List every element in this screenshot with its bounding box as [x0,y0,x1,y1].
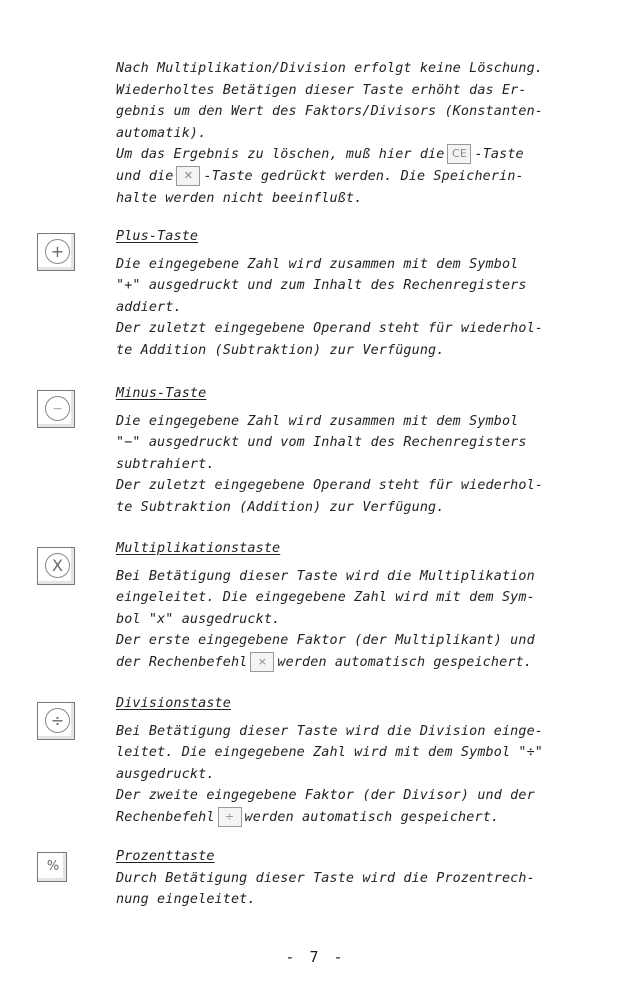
plus-line: "+" ausgedruckt und zum Inhalt des Rechenregisters [116,278,527,294]
divide-line-text: Rechenbefehl [116,809,215,825]
divide-heading: Divisionstaste [116,696,231,711]
multiply-line [116,652,596,674]
intro-line: Wiederholtes Betätigen dieser Taste erhöht das Er- [116,82,527,98]
clear-x-key-icon: ✕ [176,166,200,186]
intro-line-text: Um das Ergebnis zu löschen, muß hier die [116,147,445,163]
plus-line: Die eingegebene Zahl wird zusammen mit dem Symbol [116,256,519,272]
plus-key-icon [37,233,75,271]
divide-line: Der zweite eingegebene Faktor (der Divisor) und der [116,788,535,804]
ce-key-icon: CE [447,144,471,164]
multiply-section [116,538,596,674]
divide-line: ausgedruckt. [116,766,215,782]
multiply-line: Bei Betätigung dieser Taste wird die Multiplikation [116,568,535,584]
multiply-symbol: X [45,553,70,578]
divide-inline-key-icon: ÷ [218,807,242,827]
intro-line: gebnis um den Wert des Faktors/Divisors (Konstanten- [116,104,544,120]
intro-line-text: und die [116,168,174,184]
divide-line: Bei Betätigung dieser Taste wird die Division einge- [116,723,544,739]
intro-line: Nach Multiplikation/Division erfolgt keine Löschung. [116,61,544,76]
page-number: - 7 - [285,948,346,966]
minus-section [116,383,596,519]
minus-line: Der zuletzt eingegebene Operand steht für wiederhol- [116,478,544,494]
minus-heading: Minus-Taste [116,386,207,401]
intro-line: automatik). [116,125,207,141]
multiply-key-icon [37,547,75,585]
multiply-inline-key-icon: × [250,652,274,672]
divide-line: leitet. Die eingegebene Zahl wird mit dem Symbol "÷" [116,745,544,761]
plus-line: te Addition (Subtraktion) zur Verfügung. [116,342,445,358]
minus-line: subtrahiert. [116,456,215,472]
intro-line [116,144,596,166]
intro-line-text: -Taste [474,147,524,163]
multiply-line-text: der Rechenbefehl [116,654,248,670]
percent-section [116,846,596,911]
multiply-line: bol "x" ausgedruckt. [116,611,281,627]
multiply-line: Der erste eingegebene Faktor (der Multiplikant) und [116,633,535,649]
percent-symbol: % [46,858,60,874]
plus-line: Der zuletzt eingegebene Operand steht für wiederhol- [116,321,544,337]
divide-line [116,807,596,829]
divide-key-icon [37,702,75,740]
multiply-line-text: werden automatisch gespeichert. [277,654,532,670]
intro-line-text: -Taste gedrückt werden. Die Speicherin- [203,168,524,184]
divide-line-text: werden automatisch gespeichert. [244,809,500,825]
percent-heading: Prozenttaste [116,849,215,864]
minus-symbol: — [45,396,70,421]
multiply-line: eingeleitet. Die eingegebene Zahl wird mit dem Sym- [116,590,535,606]
plus-section [116,226,596,362]
divide-symbol: ÷ [45,708,70,733]
intro-line: halte werden nicht beeinflußt. [116,190,363,206]
plus-heading: Plus-Taste [116,229,199,244]
minus-line: "−" ausgedruckt und vom Inhalt des Rechenregisters [116,435,527,451]
percent-line: Durch Betätigung dieser Taste wird die Prozentrech- [116,870,535,886]
minus-line: te Subtraktion (Addition) zur Verfügung. [116,499,445,515]
intro-line [116,166,596,188]
multiply-heading: Multiplikationstaste [116,541,281,556]
percent-key-icon [37,852,67,882]
minus-key-icon [37,390,75,428]
divide-section [116,693,596,829]
percent-line: nung eingeleitet. [116,892,256,908]
intro-paragraph [116,58,596,209]
minus-line: Die eingegebene Zahl wird zusammen mit dem Symbol [116,413,519,429]
plus-line: addiert. [116,299,182,315]
plus-symbol: + [45,239,70,264]
